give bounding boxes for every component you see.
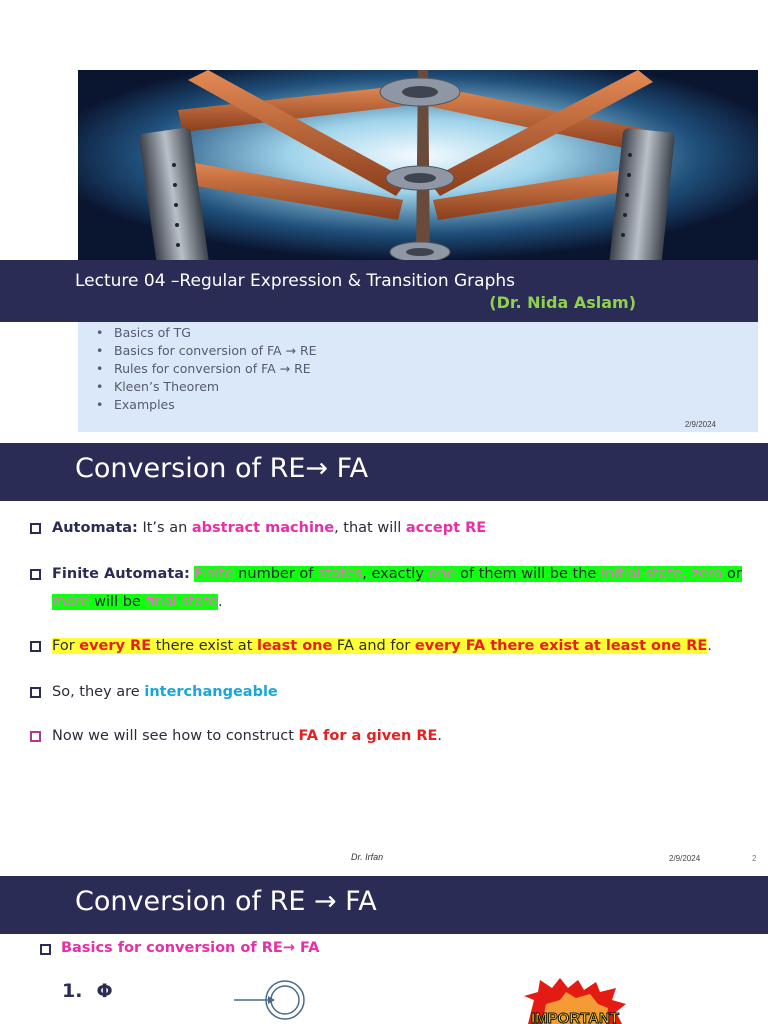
square-bullet-icon	[30, 687, 41, 698]
slide-title: Conversion of RE→ FA	[75, 453, 369, 484]
text-run: , that will	[334, 520, 406, 536]
highlight-text: one	[428, 566, 456, 582]
agenda-box	[78, 322, 758, 432]
highlight-text: final state	[145, 594, 219, 610]
lecture-title-band	[0, 260, 758, 322]
author-name: (Dr. Nida Aslam)	[489, 293, 636, 312]
text-run: will be	[89, 594, 146, 610]
bullet-interchangeable	[30, 678, 750, 706]
subtitle-bullet	[40, 940, 319, 956]
bullet-construct	[30, 722, 750, 750]
agenda-item: • Basics for conversion of FA → RE	[96, 342, 317, 360]
slide-date: 2/9/2024	[669, 854, 701, 863]
agenda-list	[96, 324, 317, 414]
highlight-text: states	[317, 566, 363, 582]
highlight-text: accept RE	[405, 520, 487, 536]
text-run: number of	[233, 566, 318, 582]
highlight-text: Finite	[194, 566, 234, 582]
agenda-item: • Examples	[96, 396, 317, 414]
important-badge-text: IMPORTANT	[530, 1010, 620, 1024]
cover-image	[78, 70, 758, 260]
text-run: FA and for	[332, 638, 415, 654]
slide-top-edge	[96, 866, 768, 876]
term-label: Automata:	[52, 520, 138, 536]
term-label: Finite Automata:	[52, 566, 190, 582]
highlight-text: abstract machine	[191, 520, 335, 536]
rule-number: 1.	[62, 980, 83, 1002]
highlight-text: interchangeable	[144, 684, 278, 700]
highlight-text: initial state, zero	[600, 566, 723, 582]
highlight-text: more	[52, 594, 90, 610]
slide-1	[0, 0, 768, 440]
highlight-text: every FA there exist at least one RE	[414, 638, 708, 654]
page-number: 2	[752, 854, 757, 863]
rule-item	[62, 980, 113, 1002]
text-run: It’s an	[137, 520, 192, 536]
square-bullet-icon	[30, 569, 41, 580]
slide-top-edge	[96, 433, 768, 443]
text-run: there exist at	[151, 638, 257, 654]
slide-title-band	[0, 443, 768, 501]
agenda-item: • Rules for conversion of FA → RE	[96, 360, 317, 378]
highlight-text: least one	[257, 638, 333, 654]
square-bullet-icon	[40, 944, 51, 955]
slide-title: Conversion of RE → FA	[75, 886, 377, 917]
bullet-finite-automata	[30, 560, 750, 616]
text-run: .	[218, 594, 223, 610]
bullet-text	[30, 678, 750, 706]
bullet-text	[30, 722, 750, 750]
subtitle-text: Basics for conversion of RE→ FA	[61, 940, 320, 956]
text-run: or	[722, 566, 742, 582]
lecture-title: Lecture 04 –Regular Expression & Transition Graphs	[75, 271, 515, 291]
text-run: , exactly	[362, 566, 429, 582]
square-bullet-icon	[30, 731, 41, 742]
text-run: .	[437, 728, 443, 744]
slide-2	[0, 433, 768, 876]
highlight-text: every RE	[79, 638, 152, 654]
slide-date: 2/9/2024	[684, 420, 716, 429]
agenda-item: • Basics of TG	[96, 324, 317, 342]
text-run: of them will be the	[455, 566, 601, 582]
phi-symbol: Φ	[96, 980, 113, 1002]
important-badge-icon	[520, 978, 630, 1024]
agenda-item: • Kleen’s Theorem	[96, 378, 317, 396]
square-bullet-icon	[30, 641, 41, 652]
slide-title-band	[0, 876, 768, 934]
bullet-every-re	[30, 632, 750, 660]
highlight-text: FA for a given RE	[298, 728, 438, 744]
bullet-automata	[30, 514, 750, 542]
bullet-text	[30, 560, 750, 616]
start-state-diagram	[232, 978, 312, 1024]
slide-3	[0, 866, 768, 1024]
footer-author: Dr. Irfan	[351, 852, 384, 862]
bullet-text	[30, 632, 750, 660]
square-bullet-icon	[30, 523, 41, 534]
state-inner-circle	[271, 986, 299, 1014]
text-run: For	[52, 638, 80, 654]
text-run: So, they are	[52, 684, 145, 700]
text-run: Now we will see how to construct	[52, 728, 299, 744]
bullet-text	[30, 514, 750, 542]
text-run: .	[707, 638, 712, 654]
